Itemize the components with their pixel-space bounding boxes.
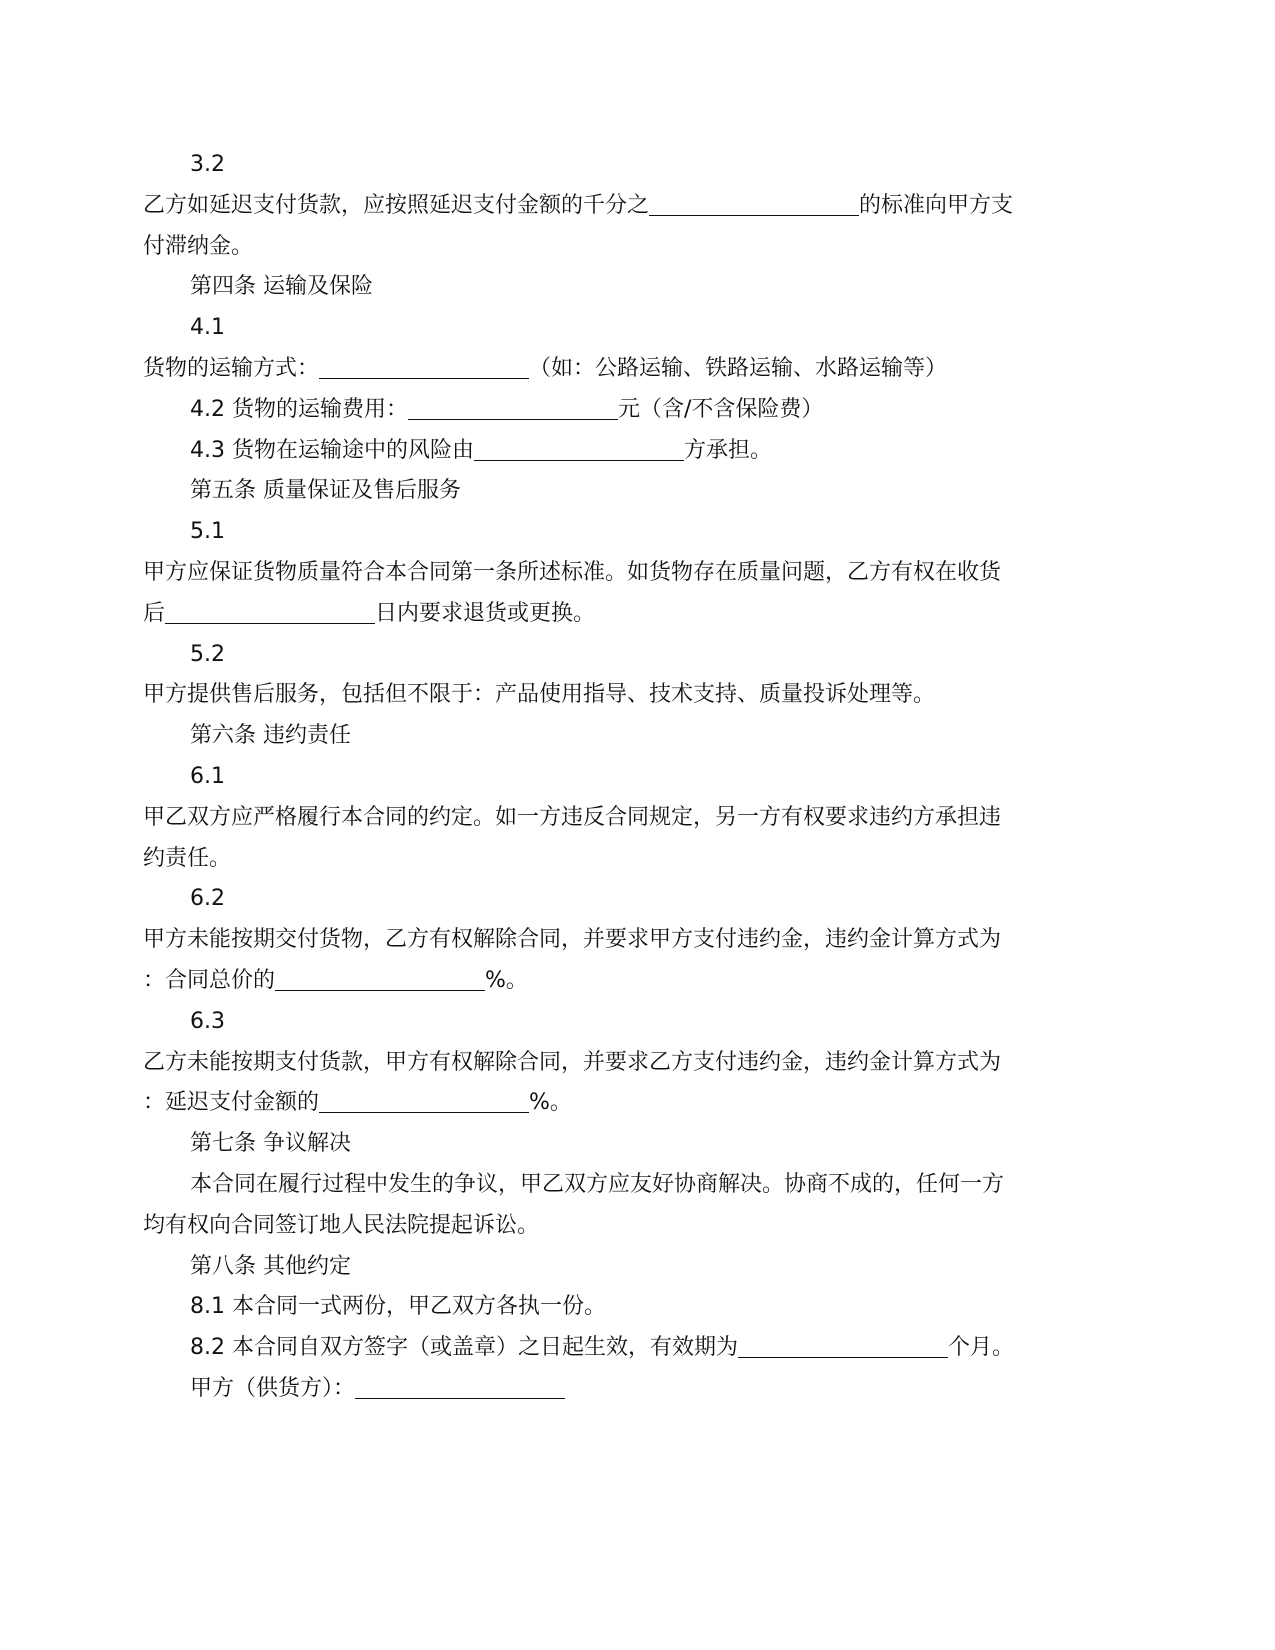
text: 方承担。	[683, 437, 772, 463]
blank-field[interactable]	[474, 438, 684, 461]
text: ：延迟支付金额的	[143, 1090, 320, 1116]
clause-text	[143, 1328, 1073, 1369]
clause-number: 6.3	[190, 1008, 225, 1034]
clause-number: 4.1	[190, 315, 225, 341]
text: 8.2 本合同自双方签字（或盖章）之日起生效，有效期为	[190, 1335, 738, 1361]
clause-number: 6.1	[190, 763, 225, 789]
article-heading: 第八条 其他约定	[190, 1253, 351, 1279]
blank-field[interactable]	[738, 1335, 948, 1358]
blank-field[interactable]	[408, 397, 618, 420]
text: 4.2 货物的运输费用：	[190, 396, 408, 422]
clause-text	[143, 390, 1073, 431]
blank-field[interactable]	[275, 968, 485, 991]
blank-field[interactable]	[319, 356, 529, 379]
clause-number: 3.2	[190, 152, 225, 177]
clause-number: 6.2	[190, 886, 225, 912]
text: （如：公路运输、铁路运输、水路运输等）	[529, 355, 948, 381]
blank-field[interactable]	[165, 601, 375, 624]
clause-text: 甲方未能按期交付货物，乙方有权解除合同，并要求甲方支付违约金，违约金计算方式为	[143, 927, 1002, 953]
clause-text: 8.1 本合同一式两份，甲乙双方各执一份。	[190, 1294, 606, 1320]
text: ：合同总价的	[143, 967, 276, 993]
clause-text: 付滞纳金。	[143, 233, 254, 259]
clause-text: 约责任。	[143, 845, 232, 871]
text: 的标准向甲方支	[859, 192, 1014, 218]
text: 个月。	[947, 1335, 1014, 1361]
clause-text: 甲乙双方应严格履行本合同的约定。如一方违反合同规定，另一方有权要求违约方承担违	[143, 804, 1002, 830]
clause-number: 5.1	[190, 519, 225, 545]
article-heading: 第六条 违约责任	[190, 723, 351, 749]
clause-number: 5.2	[190, 641, 225, 667]
blank-field[interactable]	[355, 1376, 565, 1399]
text: 4.3 货物在运输途中的风险由	[190, 437, 474, 463]
text: %。	[529, 1090, 572, 1116]
blank-field[interactable]	[649, 193, 859, 216]
clause-text: 甲方应保证货物质量符合本合同第一条所述标准。如货物存在质量问题，乙方有权在收货	[143, 559, 1002, 585]
clause-text: 均有权向合同签订地人民法院提起诉讼。	[143, 1212, 540, 1238]
clause-text	[143, 431, 1073, 472]
clause-text	[143, 961, 1073, 1002]
signature-line-party-a	[143, 1369, 1073, 1410]
text: 甲方（供货方）：	[190, 1375, 356, 1401]
text: 货物的运输方式：	[143, 355, 320, 381]
clause-text	[143, 349, 1073, 390]
text: %。	[485, 967, 528, 993]
clause-text	[143, 594, 1073, 635]
clause-text	[143, 1083, 1073, 1124]
clause-text	[143, 186, 1073, 227]
text: 日内要求退货或更换。	[375, 600, 596, 626]
clause-text: 本合同在履行过程中发生的争议，甲乙双方应友好协商解决。协商不成的，任何一方	[190, 1171, 1005, 1197]
text: 乙方如延迟支付货款，应按照延迟支付金额的千分之	[143, 192, 650, 218]
article-heading: 第七条 争议解决	[190, 1131, 351, 1157]
article-heading: 第四条 运输及保险	[190, 274, 373, 300]
contract-page	[143, 145, 1073, 1410]
text: 后	[143, 600, 166, 626]
blank-field[interactable]	[319, 1090, 529, 1113]
clause-text: 乙方未能按期支付货款，甲方有权解除合同，并要求乙方支付违约金，违约金计算方式为	[143, 1049, 1002, 1075]
clause-text: 甲方提供售后服务，包括但不限于：产品使用指导、技术支持、质量投诉处理等。	[143, 682, 936, 708]
article-heading: 第五条 质量保证及售后服务	[190, 478, 461, 504]
text: 元（含/不含保险费）	[617, 396, 824, 422]
